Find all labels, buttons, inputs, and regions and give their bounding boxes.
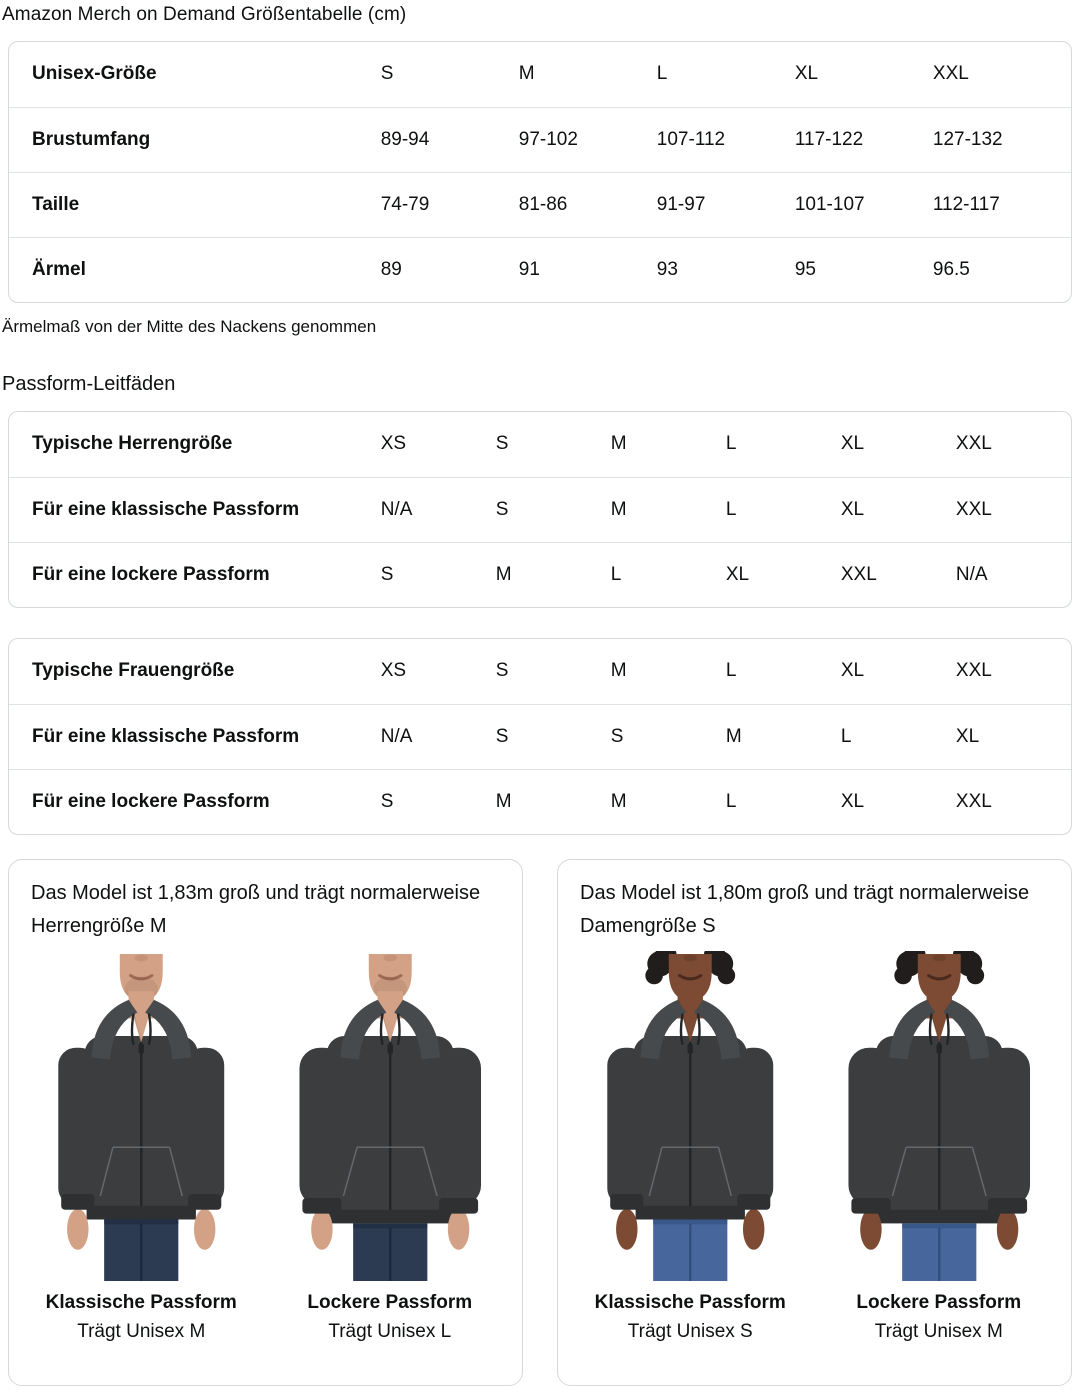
cell-value: S: [611, 704, 726, 769]
cell-value: 91: [519, 237, 657, 302]
female-model-photos: [558, 951, 1071, 1343]
cell-value: XL: [841, 769, 956, 834]
cell-value: M: [726, 704, 841, 769]
row-label: Für eine klassische Passform: [9, 477, 381, 542]
row-label: Typische Herrengröße: [32, 433, 233, 455]
page-title: Amazon Merch on Demand Größentabelle (cm): [2, 4, 407, 25]
size-label: Trägt Unisex L: [328, 1321, 452, 1342]
photo-caption: [29, 1292, 254, 1343]
cell-value: M: [610, 660, 627, 682]
table-row: [9, 639, 1071, 704]
row-label: Typische Frauengröße: [32, 660, 235, 682]
table-row: [9, 42, 1071, 107]
cell-value: N/A: [956, 542, 1071, 607]
row-label: Brustumfang: [9, 107, 381, 172]
female-model-description: Das Model ist 1,80m groß und trägt normalerweise Damengröße S: [580, 882, 1030, 937]
sleeve-measurement-note: Ärmelmaß von der Mitte des Nackens genommen: [2, 317, 377, 336]
cell-value: L: [841, 704, 956, 769]
table-row: [9, 704, 1071, 769]
cell-value: N/A: [381, 704, 496, 769]
womens-fit-table-panel: [8, 638, 1072, 835]
male-model-card: [8, 859, 523, 1386]
cell-value: 95: [795, 237, 933, 302]
cell-value: 89-94: [381, 107, 519, 172]
cell-value: L: [725, 433, 737, 455]
mens-fit-table-panel: [8, 411, 1072, 608]
cell-value: 101-107: [795, 172, 933, 237]
unisex-size-table-panel: [8, 41, 1072, 303]
cell-value: M: [610, 433, 627, 455]
row-label: Taille: [9, 172, 381, 237]
table-row: [9, 172, 1071, 237]
cell-value: 81-86: [519, 172, 657, 237]
cell-value: M: [496, 769, 611, 834]
cell-value: L: [611, 542, 726, 607]
cell-value: XL: [840, 660, 865, 682]
cell-value: XS: [380, 433, 407, 455]
fit-guides-heading: Passform-Leitfäden: [2, 373, 176, 395]
photo-caption: [278, 1292, 503, 1343]
table-row: [9, 412, 1071, 477]
fit-label: Lockere Passform: [856, 1292, 1022, 1313]
cell-value: 97-102: [519, 107, 657, 172]
mens-fit-table: [9, 412, 1071, 607]
table-row: [9, 769, 1071, 834]
cell-value: XXL: [932, 63, 969, 85]
female-model-card: [557, 859, 1072, 1386]
cell-value: L: [726, 769, 841, 834]
model-photo-loose-fit: [278, 951, 503, 1284]
cell-value: XL: [726, 542, 841, 607]
row-label: Unisex-Größe: [32, 63, 157, 85]
cell-value: L: [726, 477, 841, 542]
cell-value: S: [496, 704, 611, 769]
cell-value: XXL: [956, 769, 1071, 834]
cell-value: XL: [956, 704, 1071, 769]
female-loose-fit-figure: [827, 951, 1052, 1343]
table-row: [9, 107, 1071, 172]
cell-value: 89: [381, 237, 519, 302]
cell-value: XS: [380, 660, 407, 682]
cell-value: L: [725, 660, 737, 682]
cell-value: XXL: [956, 477, 1071, 542]
cell-value: M: [611, 477, 726, 542]
size-label: Trägt Unisex M: [77, 1321, 206, 1342]
model-photo-classic-fit: [29, 951, 254, 1284]
cell-value: S: [496, 477, 611, 542]
cell-value: S: [381, 769, 496, 834]
cell-value: 127-132: [933, 107, 1071, 172]
cell-value: 93: [657, 237, 795, 302]
model-cards: [8, 859, 1072, 1386]
male-model-photos: [9, 951, 522, 1343]
model-photo-classic-fit: [578, 951, 803, 1284]
cell-value: 117-122: [795, 107, 933, 172]
model-photo-loose-fit: [827, 951, 1052, 1284]
fit-label: Klassische Passform: [594, 1292, 786, 1313]
unisex-size-table: [9, 42, 1071, 302]
cell-value: 91-97: [657, 172, 795, 237]
row-label: Für eine lockere Passform: [9, 542, 381, 607]
cell-value: S: [381, 542, 496, 607]
cell-value: M: [611, 769, 726, 834]
cell-value: S: [495, 433, 509, 455]
row-label: Für eine klassische Passform: [9, 704, 381, 769]
table-row: [9, 477, 1071, 542]
cell-value: XL: [840, 433, 865, 455]
cell-value: N/A: [381, 477, 496, 542]
table-row: [9, 237, 1071, 302]
womens-fit-table: [9, 639, 1071, 834]
male-model-description: Das Model ist 1,83m groß und trägt normalerweise Herrengröße M: [31, 882, 481, 937]
cell-value: L: [656, 63, 668, 85]
cell-value: S: [380, 63, 394, 85]
cell-value: 107-112: [657, 107, 795, 172]
fit-label: Lockere Passform: [307, 1292, 473, 1313]
male-classic-fit-figure: [29, 951, 254, 1343]
cell-value: M: [496, 542, 611, 607]
photo-caption: [827, 1292, 1052, 1343]
row-label: Für eine lockere Passform: [9, 769, 381, 834]
cell-value: XXL: [955, 660, 992, 682]
fit-label: Klassische Passform: [45, 1292, 237, 1313]
cell-value: 96.5: [933, 237, 1071, 302]
female-classic-fit-figure: [578, 951, 803, 1343]
size-label: Trägt Unisex S: [627, 1321, 753, 1342]
cell-value: 74-79: [381, 172, 519, 237]
male-loose-fit-figure: [278, 951, 503, 1343]
row-label: Ärmel: [9, 237, 381, 302]
cell-value: M: [518, 63, 535, 85]
cell-value: S: [495, 660, 509, 682]
cell-value: XXL: [955, 433, 992, 455]
cell-value: XXL: [841, 542, 956, 607]
cell-value: 112-117: [933, 172, 1071, 237]
size-chart-page: [0, 4, 1080, 1386]
photo-caption: [578, 1292, 803, 1343]
cell-value: XL: [794, 63, 819, 85]
size-label: Trägt Unisex M: [874, 1321, 1003, 1342]
cell-value: XL: [841, 477, 956, 542]
table-row: [9, 542, 1071, 607]
